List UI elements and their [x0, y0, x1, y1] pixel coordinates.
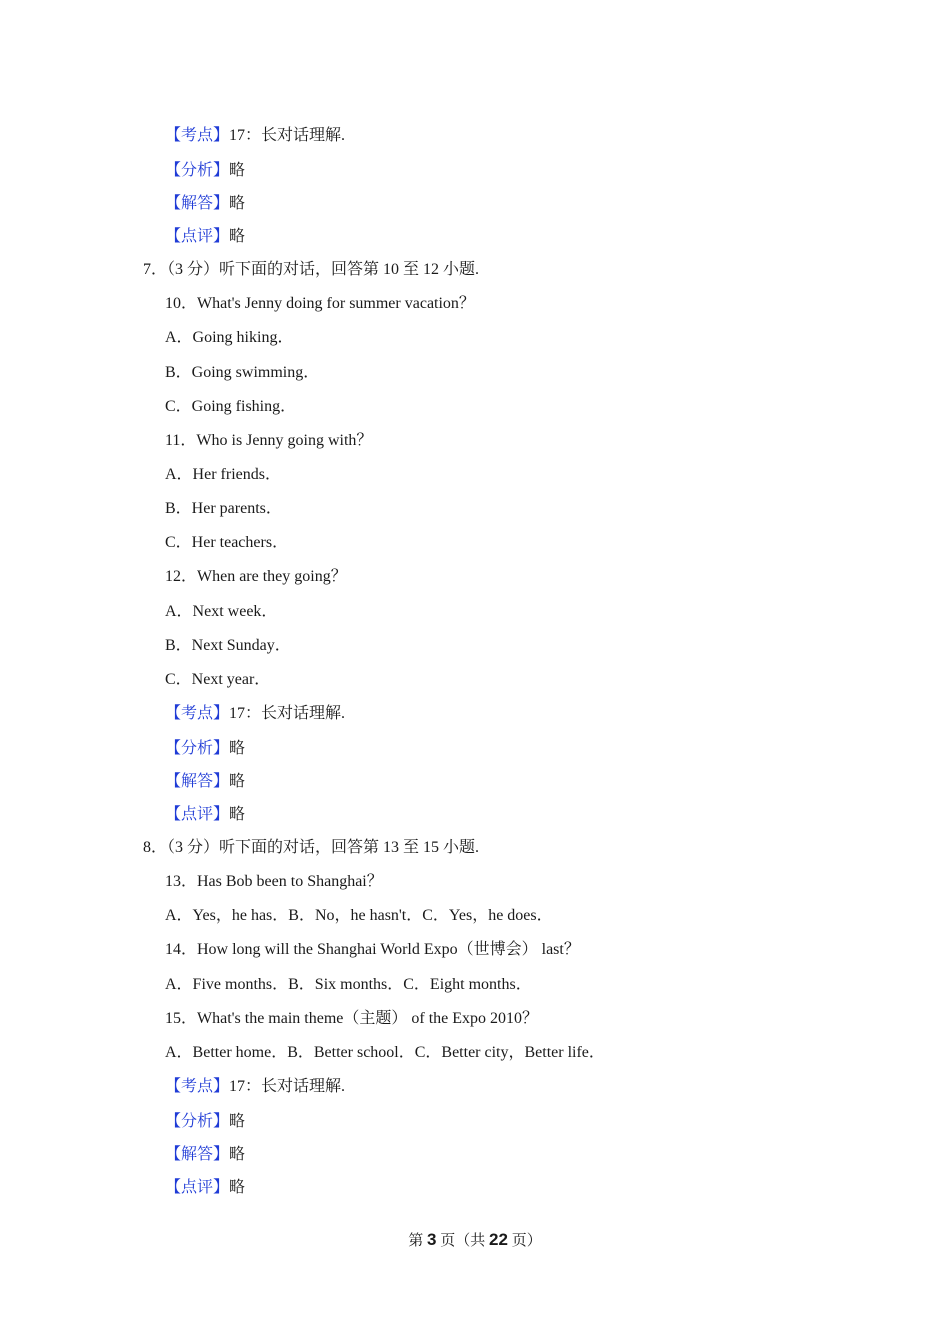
question-8-header: 8．（3 分）听下面的对话，回答第 13 至 15 小题.: [143, 839, 480, 856]
q7-item: A．Next week．: [165, 603, 278, 620]
total-pages-number: 22: [489, 1230, 508, 1249]
kaodian-tag: 【考点】: [165, 705, 230, 722]
q8-item: 15．What's the main theme（主题） of the Expo 2010？: [165, 1010, 539, 1027]
kaodian-text: 17：长对话理解.: [229, 705, 346, 722]
jieda-tag: 【解答】: [165, 1146, 230, 1163]
kaodian-row: [165, 126, 345, 146]
jieda-tag: 【解答】: [165, 195, 230, 212]
jieda-text: 略: [229, 1146, 246, 1163]
dianping-text: 略: [229, 806, 246, 823]
page-footer: [0, 1229, 950, 1252]
q7-item: A．Her friends．: [165, 466, 281, 483]
q7-item: 10．What's Jenny doing for summer vacation？: [165, 295, 475, 312]
footer-suffix: 页）: [507, 1233, 542, 1249]
fenxi-text: 略: [229, 1113, 246, 1130]
dianping-tag: 【点评】: [165, 1179, 230, 1196]
q8-item: A．Better home．B．Better school．C．Better city，Better life．: [165, 1044, 605, 1061]
footer-middle: 页（共: [436, 1233, 490, 1249]
fenxi-tag: 【分析】: [165, 1113, 230, 1130]
dianping-row: [165, 227, 245, 247]
fenxi-tag: 【分析】: [165, 740, 230, 757]
q8-item: A．Yes，he has．B．No，he hasn't．C．Yes，he does．: [165, 907, 553, 924]
q7-item: B．Her parents．: [165, 500, 282, 517]
dianping-text: 略: [229, 228, 246, 245]
fenxi-text: 略: [229, 740, 246, 757]
jieda-text: 略: [229, 773, 246, 790]
jieda-row: [165, 1145, 245, 1165]
kaodian-tag: 【考点】: [165, 1078, 230, 1095]
jieda-row: [165, 772, 245, 792]
q7-item: B．Going swimming．: [165, 364, 320, 381]
fenxi-tag: 【分析】: [165, 162, 230, 179]
question-7-header: 7．（3 分）听下面的对话，回答第 10 至 12 小题.: [143, 261, 480, 278]
kaodian-row: [165, 1077, 345, 1097]
kaodian-text: 17：长对话理解.: [229, 1078, 346, 1095]
q8-item: A．Five months．B．Six months．C．Eight months．: [165, 976, 532, 993]
q7-item: 11．Who is Jenny going with？: [165, 432, 373, 449]
footer-prefix: 第: [408, 1233, 428, 1249]
q7-item: C．Her teachers．: [165, 534, 289, 551]
q8-item: 14．How long will the Shanghai World Expo（世博会） last？: [165, 941, 580, 958]
dianping-row: [165, 805, 245, 825]
q7-item: B．Next Sunday．: [165, 637, 291, 654]
dianping-text: 略: [229, 1179, 246, 1196]
fenxi-text: 略: [229, 162, 246, 179]
q7-item: C．Going fishing．: [165, 398, 297, 415]
q7-item: C．Next year．: [165, 671, 271, 688]
fenxi-row: [165, 161, 245, 181]
current-page-number: 3: [427, 1230, 437, 1249]
fenxi-row: [165, 1112, 245, 1132]
jieda-row: [165, 194, 245, 214]
kaodian-row: [165, 704, 345, 724]
fenxi-row: [165, 739, 245, 759]
q7-item: 12．When are they going？: [165, 568, 347, 585]
q8-item: 13．Has Bob been to Shanghai？: [165, 873, 383, 890]
q7-item: A．Going hiking．: [165, 329, 294, 346]
dianping-tag: 【点评】: [165, 228, 230, 245]
jieda-tag: 【解答】: [165, 773, 230, 790]
jieda-text: 略: [229, 195, 246, 212]
kaodian-text: 17：长对话理解.: [229, 127, 346, 144]
kaodian-tag: 【考点】: [165, 127, 230, 144]
dianping-row: [165, 1178, 245, 1198]
dianping-tag: 【点评】: [165, 806, 230, 823]
